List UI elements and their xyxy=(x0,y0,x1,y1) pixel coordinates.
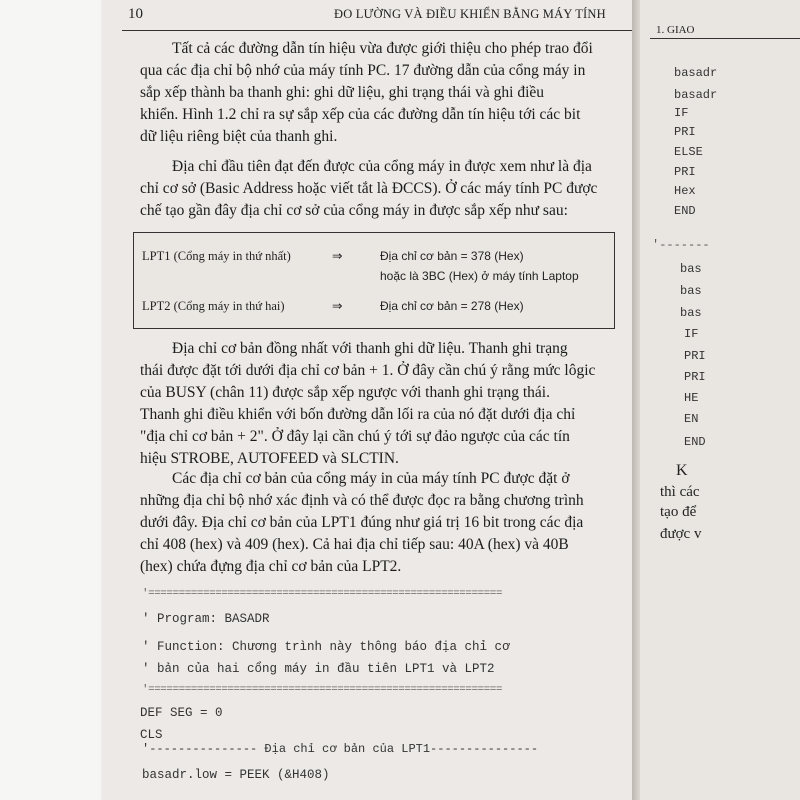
address-value: Địa chỉ cơ bản = 378 (Hex) xyxy=(380,249,524,263)
paragraph-line: chế tạo gần đây địa chỉ cơ sở của cổng máy in được sắp xếp như sau: xyxy=(140,202,568,219)
page-number: 10 xyxy=(128,6,143,22)
page-header xyxy=(102,6,637,26)
right-paragraph-line: K xyxy=(676,462,688,479)
right-paragraph-line: thì các xyxy=(660,484,700,500)
book-page-right xyxy=(640,0,800,800)
running-title: ĐO LƯỜNG VÀ ĐIỀU KHIỂN BẰNG MÁY TÍNH xyxy=(334,7,606,21)
right-code-line: IF xyxy=(684,327,699,341)
address-row-lpt2 xyxy=(142,299,524,314)
port-label: LPT1 (Cổng máy in thứ nhất) xyxy=(142,249,291,263)
paragraph-line: Thanh ghi điều khiển với bốn đường dẫn lối ra của nó đặt dưới địa chỉ xyxy=(140,406,576,423)
paragraph-line: (hex) chứa đựng địa chỉ cơ bản của LPT2. xyxy=(140,558,402,575)
implies-arrow-icon: ⇒ xyxy=(332,299,343,313)
address-row-lpt1 xyxy=(142,249,524,264)
right-code-line: bas xyxy=(680,262,702,276)
code-line: DEF SEG = 0 xyxy=(140,706,223,720)
right-code-line: IF xyxy=(674,106,689,120)
paragraph-line: "địa chỉ cơ bản + 2". Ở đây lại cần chú ý tới sự đảo ngược của các tín xyxy=(140,428,570,445)
code-section-line: '--------------- Địa chỉ cơ bản của LPT1--------------- xyxy=(142,742,539,756)
right-code-line: END xyxy=(684,435,706,449)
paragraph-4 xyxy=(140,468,598,578)
paragraph-2 xyxy=(140,156,598,222)
right-header-rule xyxy=(650,38,800,39)
paragraph-line: dữ liệu riêng biệt của thanh ghi. xyxy=(140,128,338,145)
right-code-line: ELSE xyxy=(674,145,703,159)
right-code-line: PRI xyxy=(674,165,696,179)
paragraph-line: Tất cả các đường dẫn tín hiệu vừa được giới thiệu cho phép trao đổi xyxy=(172,40,593,57)
code-line: CLS xyxy=(140,728,163,742)
right-code-line: bas xyxy=(680,284,702,298)
right-separator: '------- xyxy=(652,238,710,252)
right-code-line: PRI xyxy=(684,349,706,363)
right-code-line: Hex xyxy=(674,184,696,198)
paragraph-3 xyxy=(140,338,598,470)
code-line: ' Program: BASADR xyxy=(142,612,270,626)
address-table-box xyxy=(133,232,615,329)
paragraph-line: sắp xếp thành ba thanh ghi: ghi dữ liệu, ghi trạng thái và ghi điều xyxy=(140,84,544,101)
right-running-title: 1. GIAO xyxy=(656,24,695,36)
right-code-line: bas xyxy=(680,306,702,320)
code-line: basadr.low = PEEK (&H408) xyxy=(142,768,330,782)
right-code-line: EN xyxy=(684,412,699,426)
right-code-line: basadr xyxy=(674,88,718,102)
right-code-line: PRI xyxy=(684,370,706,384)
paragraph-line: Địa chỉ cơ bản đồng nhất với thanh ghi dữ liệu. Thanh ghi trạng xyxy=(172,340,568,357)
paragraph-line: dưới đây. Địa chỉ cơ bản của LPT1 đúng như giá trị 16 bit trong các địa xyxy=(140,514,584,531)
right-code-line: PRI xyxy=(674,125,696,139)
paragraph-line: của BUSY (chân 11) được sắp xếp ngược với thanh ghi trạng thái. xyxy=(140,384,550,401)
address-value: Địa chỉ cơ bản = 278 (Hex) xyxy=(380,299,524,313)
paragraph-line: hiệu STROBE, AUTOFEED và SLCTIN. xyxy=(140,450,399,467)
code-separator-line: '========================================================== xyxy=(142,588,502,600)
paragraph-line: Địa chỉ đầu tiên đạt đến được của cổng máy in được xem như là địa xyxy=(172,158,592,175)
right-code-line: basadr xyxy=(674,66,718,80)
left-margin-background xyxy=(0,0,102,800)
paragraph-line: thái được đặt tới dưới địa chỉ cơ bản + 1. Ở đây cần chú ý rằng mức lôgic xyxy=(140,362,596,379)
address-value: hoặc là 3BC (Hex) ở máy tính Laptop xyxy=(380,269,579,283)
paragraph-line: những địa chỉ bộ nhớ xác định và có thể được đọc ra bằng chương trình xyxy=(140,492,584,509)
right-code-line: HE xyxy=(684,391,699,405)
paragraph-line: qua các địa chỉ bộ nhớ của máy tính PC. 17 đường dẫn của cổng máy in xyxy=(140,62,586,79)
book-page-main xyxy=(102,0,637,800)
right-paragraph-line: được v xyxy=(660,526,702,542)
port-label: LPT2 (Cổng máy in thứ hai) xyxy=(142,299,285,313)
right-paragraph-line: tạo để xyxy=(660,504,697,520)
paragraph-1 xyxy=(140,38,598,148)
code-separator-line: '========================================================== xyxy=(142,684,502,696)
paragraph-line: khiển. Hình 1.2 chỉ ra sự sắp xếp của các đường dẫn tín hiệu tới các bit xyxy=(140,106,581,123)
code-line: ' bản của hai cổng máy in đầu tiên LPT1 và LPT2 xyxy=(142,662,495,676)
paragraph-line: chỉ cơ sở (Basic Address hoặc viết tắt là ĐCCS). Ở các máy tính PC được xyxy=(140,180,598,197)
right-code-line: END xyxy=(674,204,696,218)
paragraph-line: Các địa chỉ cơ bản của cổng máy in của máy tính PC được đặt ở xyxy=(172,470,570,487)
paragraph-line: chỉ 408 (hex) và 409 (hex). Cả hai địa chỉ tiếp sau: 40A (hex) và 40B xyxy=(140,536,569,553)
header-rule xyxy=(122,30,637,31)
implies-arrow-icon: ⇒ xyxy=(332,249,343,263)
code-line: ' Function: Chương trình này thông báo địa chỉ cơ xyxy=(142,640,510,654)
